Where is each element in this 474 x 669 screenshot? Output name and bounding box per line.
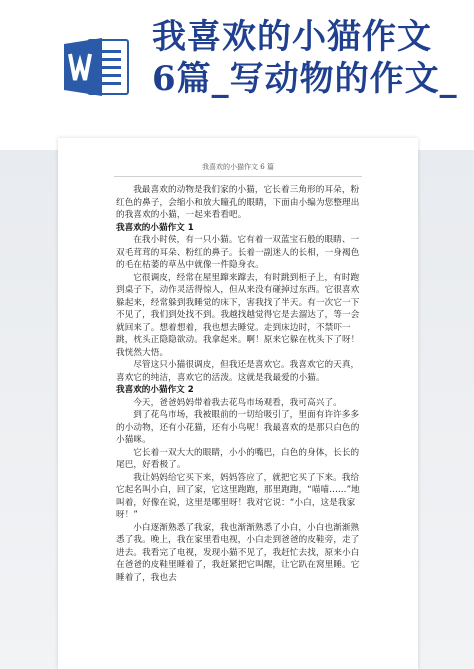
paragraph: 我最喜欢的动物是我们家的小猫，它长着三角形的耳朵，粉红色的鼻子，会缩小和放大瞳孔的眼睛，下面由小编为您整理出的我喜欢的小猫，一起来看看吧。 <box>116 185 360 220</box>
document-title <box>152 16 468 100</box>
paragraph: 它很调皮，经常在屋里蹿来蹿去，有时跳到柜子上，有时跑到桌子下，动作灵活得惊人，但从来没有碰掉过东西。它很喜欢躲起来，经常躲到我睡觉的床下，害我找了半天。有一次它一下不见了，我们到处找不到。我越找越觉得它是去溜达了，等一会就回来了。想着想着，我也想去睡觉。走到床边时，不禁吓一跳，枕头正隐隐欲动。我拿起来。啊！原来它躲在枕头下了呀！我恍然大悟。 <box>116 272 360 358</box>
title-line-2: 6篇_写动物的作文_ <box>152 59 458 99</box>
section-heading: 我喜欢的小猫作文 1 <box>116 222 194 233</box>
title-line-1: 我喜欢的小猫作文 <box>152 17 432 57</box>
paragraph: 小白逐渐熟悉了我家，我也渐渐熟悉了小白，小白也渐渐熟悉了我。晚上，我在家里看电视，小白走到爸爸的皮鞋旁，走了进去。我看完了电视，发现小猫不见了，我赶忙去找，原来小白在爸爸的皮鞋里睡着了，我赶紧把它叫醒，让它趴在窝里睡。它睡着了，我也去 <box>116 522 360 583</box>
document-page <box>58 138 418 669</box>
paragraph: 我让妈妈给它买下来，妈妈答应了，就把它买了下来。我给它起名叫小白，回了家，它这里跑跑，那里跑跑，“喵喵……”地叫着，好像在说，这里是哪里呀！我对它说：“小白，这是我家呀！” <box>116 472 360 520</box>
header-divider <box>114 176 362 177</box>
paragraph: 今天，爸爸妈妈带着我去花鸟市场观看，我可高兴了。 <box>133 397 342 408</box>
word-document-icon <box>64 36 130 98</box>
page-content <box>116 184 362 584</box>
paragraph: 在我小时侯，有一只小猫。它有着一双蓝宝石般的眼睛、一双毛茸茸的耳朵、粉红的鼻子。长着一副迷人的长相，一身褐色的毛在枯萎的草丛中就像一件隐身衣。 <box>116 235 360 270</box>
title-banner <box>0 0 474 150</box>
section-heading: 我喜欢的小猫作文 2 <box>116 385 194 395</box>
page-header: 我喜欢的小猫作文 6 篇 <box>202 163 274 171</box>
paragraph: 尽管这只小猫很调皮，但我还是喜欢它。我喜欢它的天真，喜欢它的纯洁，喜欢它的活泼。这就是我最爱的小猫。 <box>116 360 360 383</box>
paragraph: 到了花鸟市场，我被眼前的一切给吸引了，里面有许许多多的小动物，还有小花猫，还有小鸟呢！我最喜欢的是那只白色的小猫咪。 <box>116 410 360 445</box>
paragraph: 它长着一双大大的眼睛，小小的嘴巴，白色的身体，长长的尾巴，好看极了。 <box>116 447 360 470</box>
